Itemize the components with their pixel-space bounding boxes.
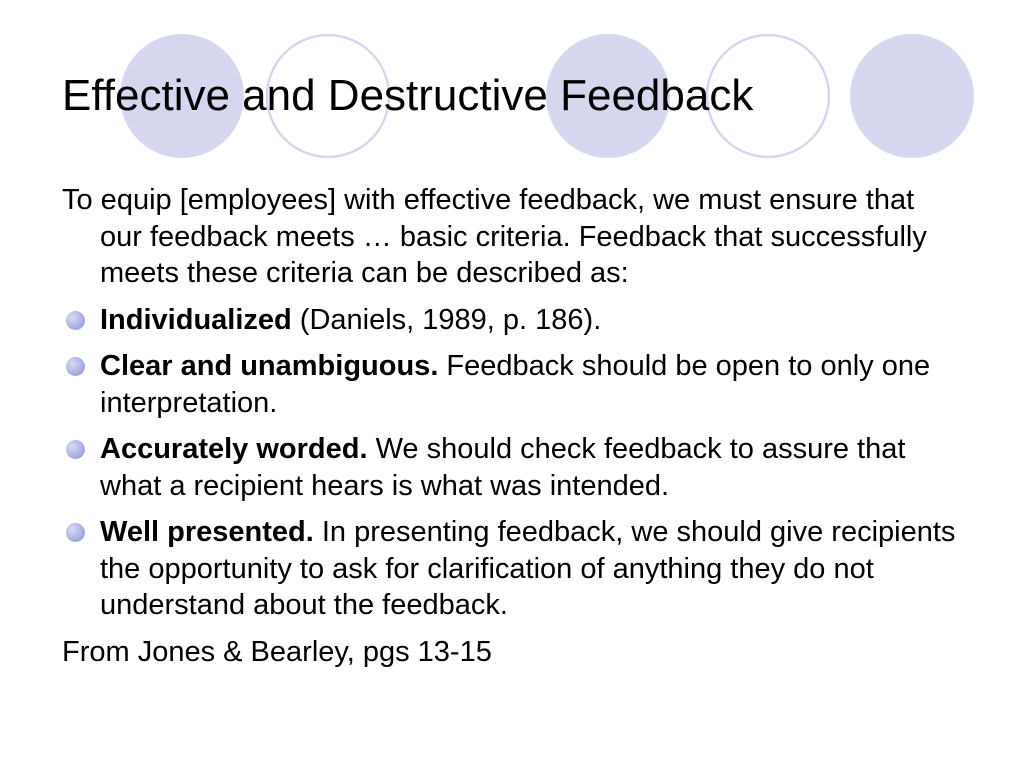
list-item	[62, 348, 962, 421]
bullet-text: We should check feedback to assure that what a recipient hears is what was intended.	[100, 433, 906, 502]
bullet-icon	[66, 357, 85, 376]
slide-title: Effective and Destructive Feedback	[62, 71, 754, 120]
slide-body	[62, 182, 962, 670]
bullet-icon	[66, 311, 85, 330]
bullet-text: In presenting feedback, we should give recipients the opportunity to ask for clarification of anything they do not understand about the feedback.	[100, 516, 956, 621]
bullet-term: Individualized	[100, 303, 292, 336]
bullet-term: Well presented.	[100, 516, 314, 548]
criteria-list	[62, 302, 962, 624]
bullet-text: Feedback should be open to only one interpretation.	[100, 350, 931, 419]
bullet-text: (Daniels, 1989, p. 186).	[291, 303, 602, 336]
deco-circle-filled	[850, 34, 974, 158]
bullet-icon	[66, 523, 85, 542]
intro-paragraph: To equip [employees] with effective feedback, we must ensure that our feedback meets … basic criteria. Feedback that successfully meets these criteria can be described as:	[62, 184, 927, 289]
source-citation: From Jones & Bearley, pgs 13-15	[62, 635, 492, 668]
bullet-icon	[66, 440, 85, 459]
list-item	[62, 302, 962, 339]
bullet-term: Clear and unambiguous.	[100, 350, 439, 382]
list-item	[62, 431, 962, 504]
list-item	[62, 514, 962, 624]
bullet-term: Accurately worded.	[100, 433, 368, 465]
